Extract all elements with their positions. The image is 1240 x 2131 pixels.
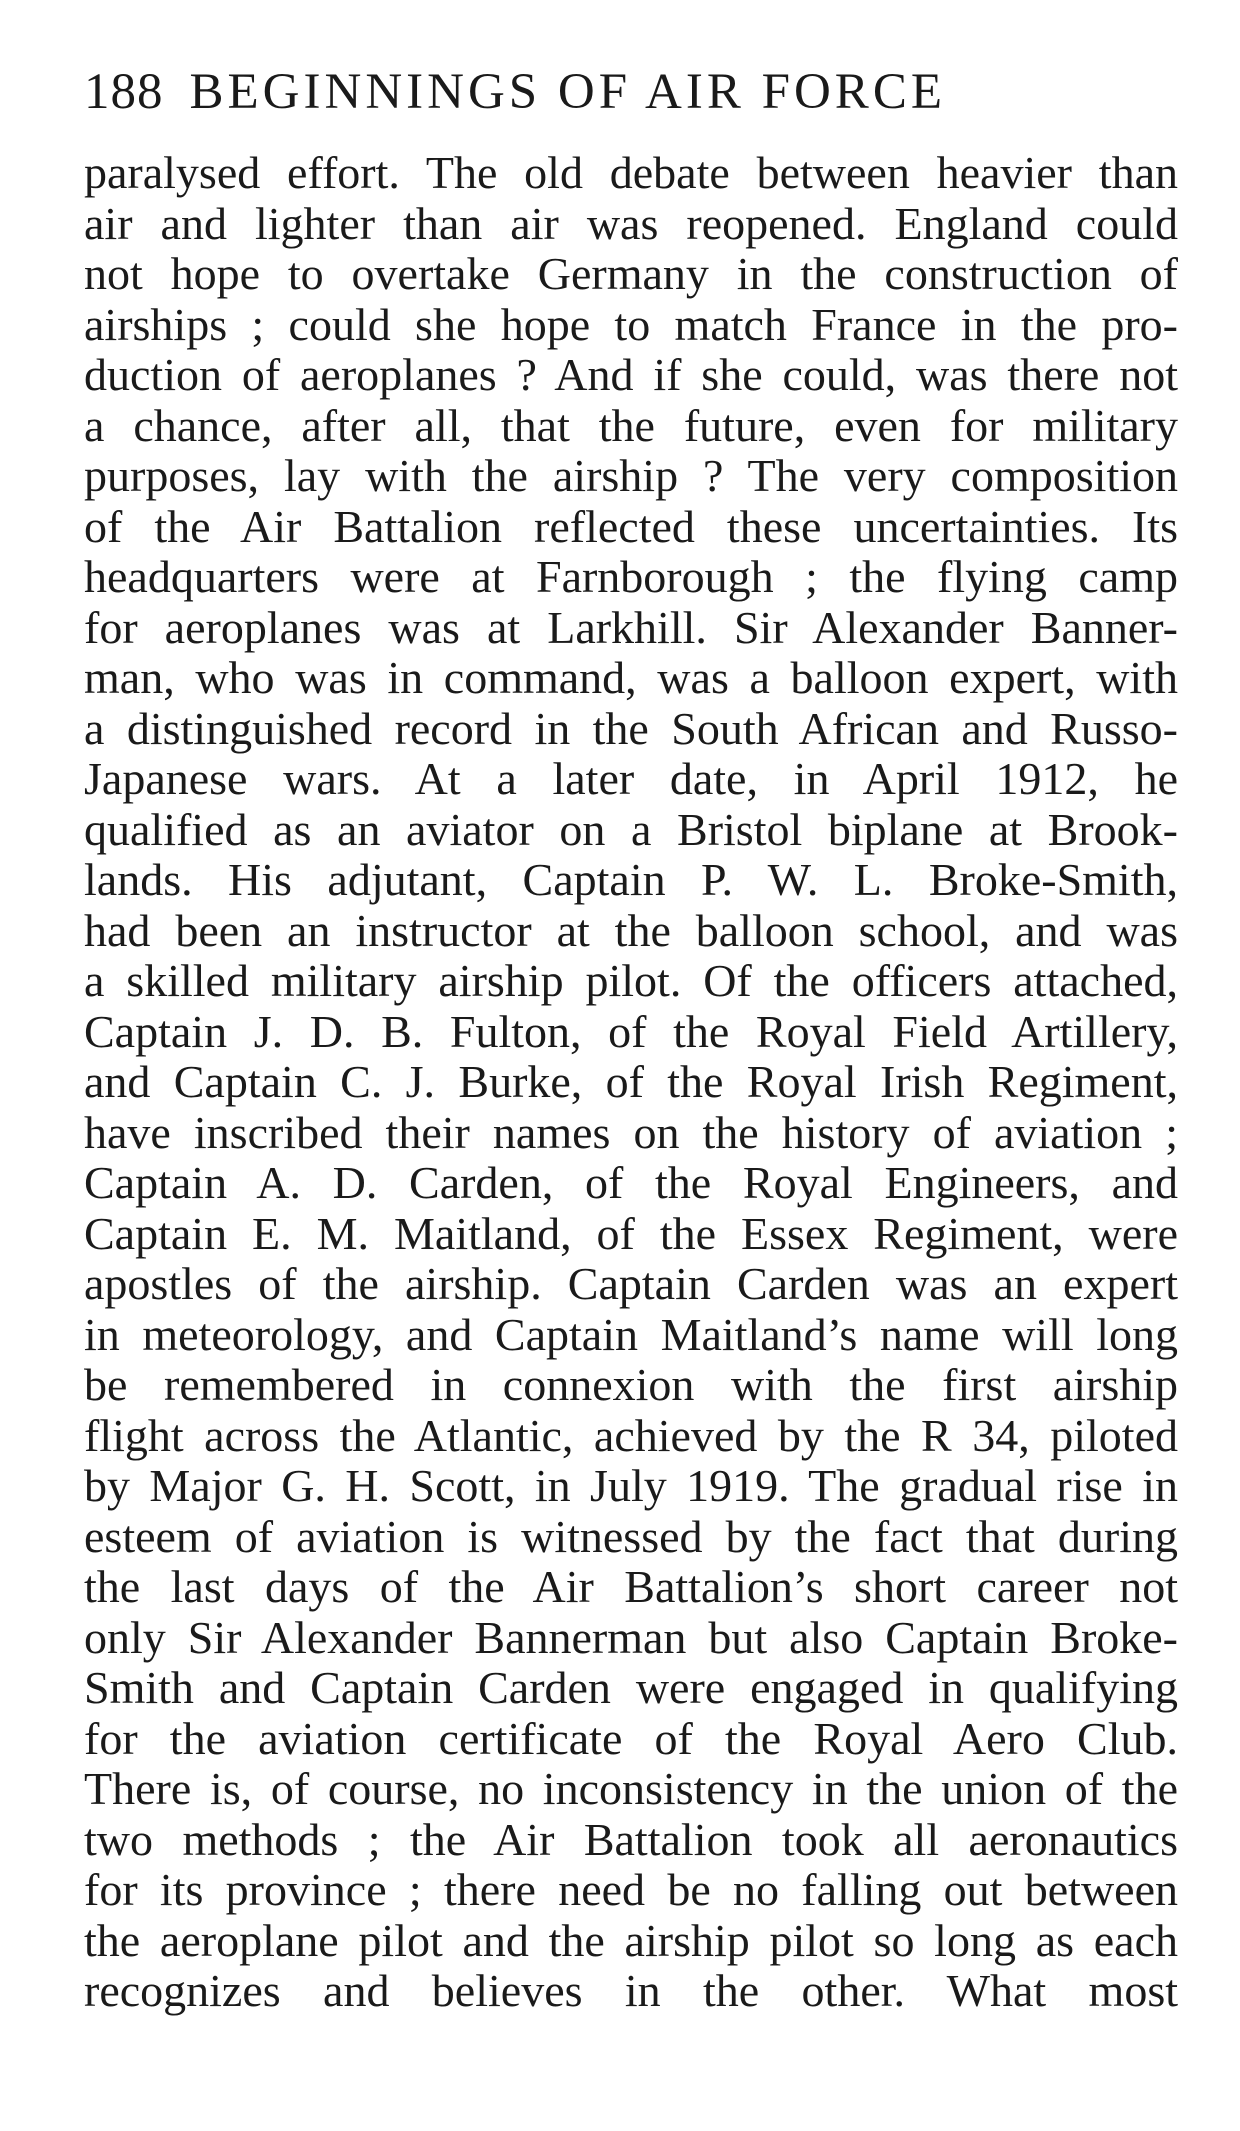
- text-line: purposes, lay with the airship ? The very composition: [84, 450, 1178, 501]
- text-line: Smith and Captain Carden were engaged in qualifying: [84, 1662, 1178, 1713]
- text-line: be remembered in connexion with the first airship: [84, 1359, 1178, 1410]
- text-line: Captain J. D. B. Fulton, of the Royal Field Artillery,: [84, 1005, 1178, 1057]
- page-number: 188: [84, 64, 164, 120]
- text-line: duction of aeroplanes ? And if she could, was there not: [84, 349, 1178, 400]
- text-line: lands. His adjutant, Captain P. W. L. Broke-Smith,: [84, 854, 1178, 905]
- text-line: the aeroplane pilot and the airship pilot so long as each: [84, 1914, 1178, 1966]
- text-line: the last days of the Air Battalion’s short career not: [84, 1561, 1178, 1612]
- running-title: BEGINNINGS OF AIR FORCE: [189, 64, 946, 120]
- text-line: had been an instructor at the balloon school, and was: [84, 904, 1178, 956]
- text-line: for the aviation certificate of the Royal Aero Club.: [84, 1712, 1178, 1764]
- text-line: for aeroplanes was at Larkhill. Sir Alexander Banner-: [84, 601, 1178, 653]
- text-line: by Major G. H. Scott, in July 1919. The gradual rise in: [84, 1460, 1178, 1511]
- running-head: [84, 62, 1184, 122]
- body-text: [84, 148, 1178, 2017]
- text-line: man, who was in command, was a balloon expert, with: [84, 652, 1178, 703]
- text-line: a skilled military airship pilot. Of the officers attached,: [84, 955, 1178, 1006]
- text-line: Japanese wars. At a later date, in April 1912, he: [84, 753, 1178, 804]
- text-line: apostles of the airship. Captain Carden was an expert: [84, 1258, 1178, 1309]
- text-line: paralysed effort. The old debate between heavier than: [84, 147, 1178, 198]
- text-line: a chance, after all, that the future, even for military: [84, 399, 1178, 451]
- text-line: of the Air Battalion reflected these uncertainties. Its: [84, 500, 1178, 552]
- text-line: not hope to overtake Germany in the construction of: [84, 248, 1178, 299]
- text-line: Captain A. D. Carden, of the Royal Engineers, and: [84, 1157, 1178, 1208]
- text-line: in meteorology, and Captain Maitland’s name will long: [84, 1308, 1178, 1360]
- text-line: airships ; could she hope to match France in the pro-: [84, 298, 1178, 350]
- text-line: a distinguished record in the South African and Russo-: [84, 702, 1178, 754]
- text-line: only Sir Alexander Bannerman but also Captain Broke-: [84, 1611, 1178, 1663]
- text-line: have inscribed their names on the history of aviation ;: [84, 1106, 1178, 1158]
- text-line: recognizes and believes in the other. What most: [84, 1965, 1178, 2016]
- text-line: and Captain C. J. Burke, of the Royal Irish Regiment,: [84, 1056, 1178, 1107]
- text-line: There is, of course, no inconsistency in the union of the: [84, 1763, 1178, 1814]
- text-line: two methods ; the Air Battalion took all aeronautics: [84, 1813, 1178, 1865]
- text-line: Captain E. M. Maitland, of the Essex Regiment, were: [84, 1207, 1178, 1259]
- text-line: for its province ; there need be no falling out between: [84, 1864, 1178, 1915]
- text-line: flight across the Atlantic, achieved by the R 34, piloted: [84, 1409, 1178, 1461]
- text-line: qualified as an aviator on a Bristol biplane at Brook-: [84, 803, 1178, 855]
- text-line: headquarters were at Farnborough ; the flying camp: [84, 551, 1178, 602]
- text-line: esteem of aviation is witnessed by the fact that during: [84, 1510, 1178, 1562]
- text-line: air and lighter than air was reopened. England could: [84, 197, 1178, 249]
